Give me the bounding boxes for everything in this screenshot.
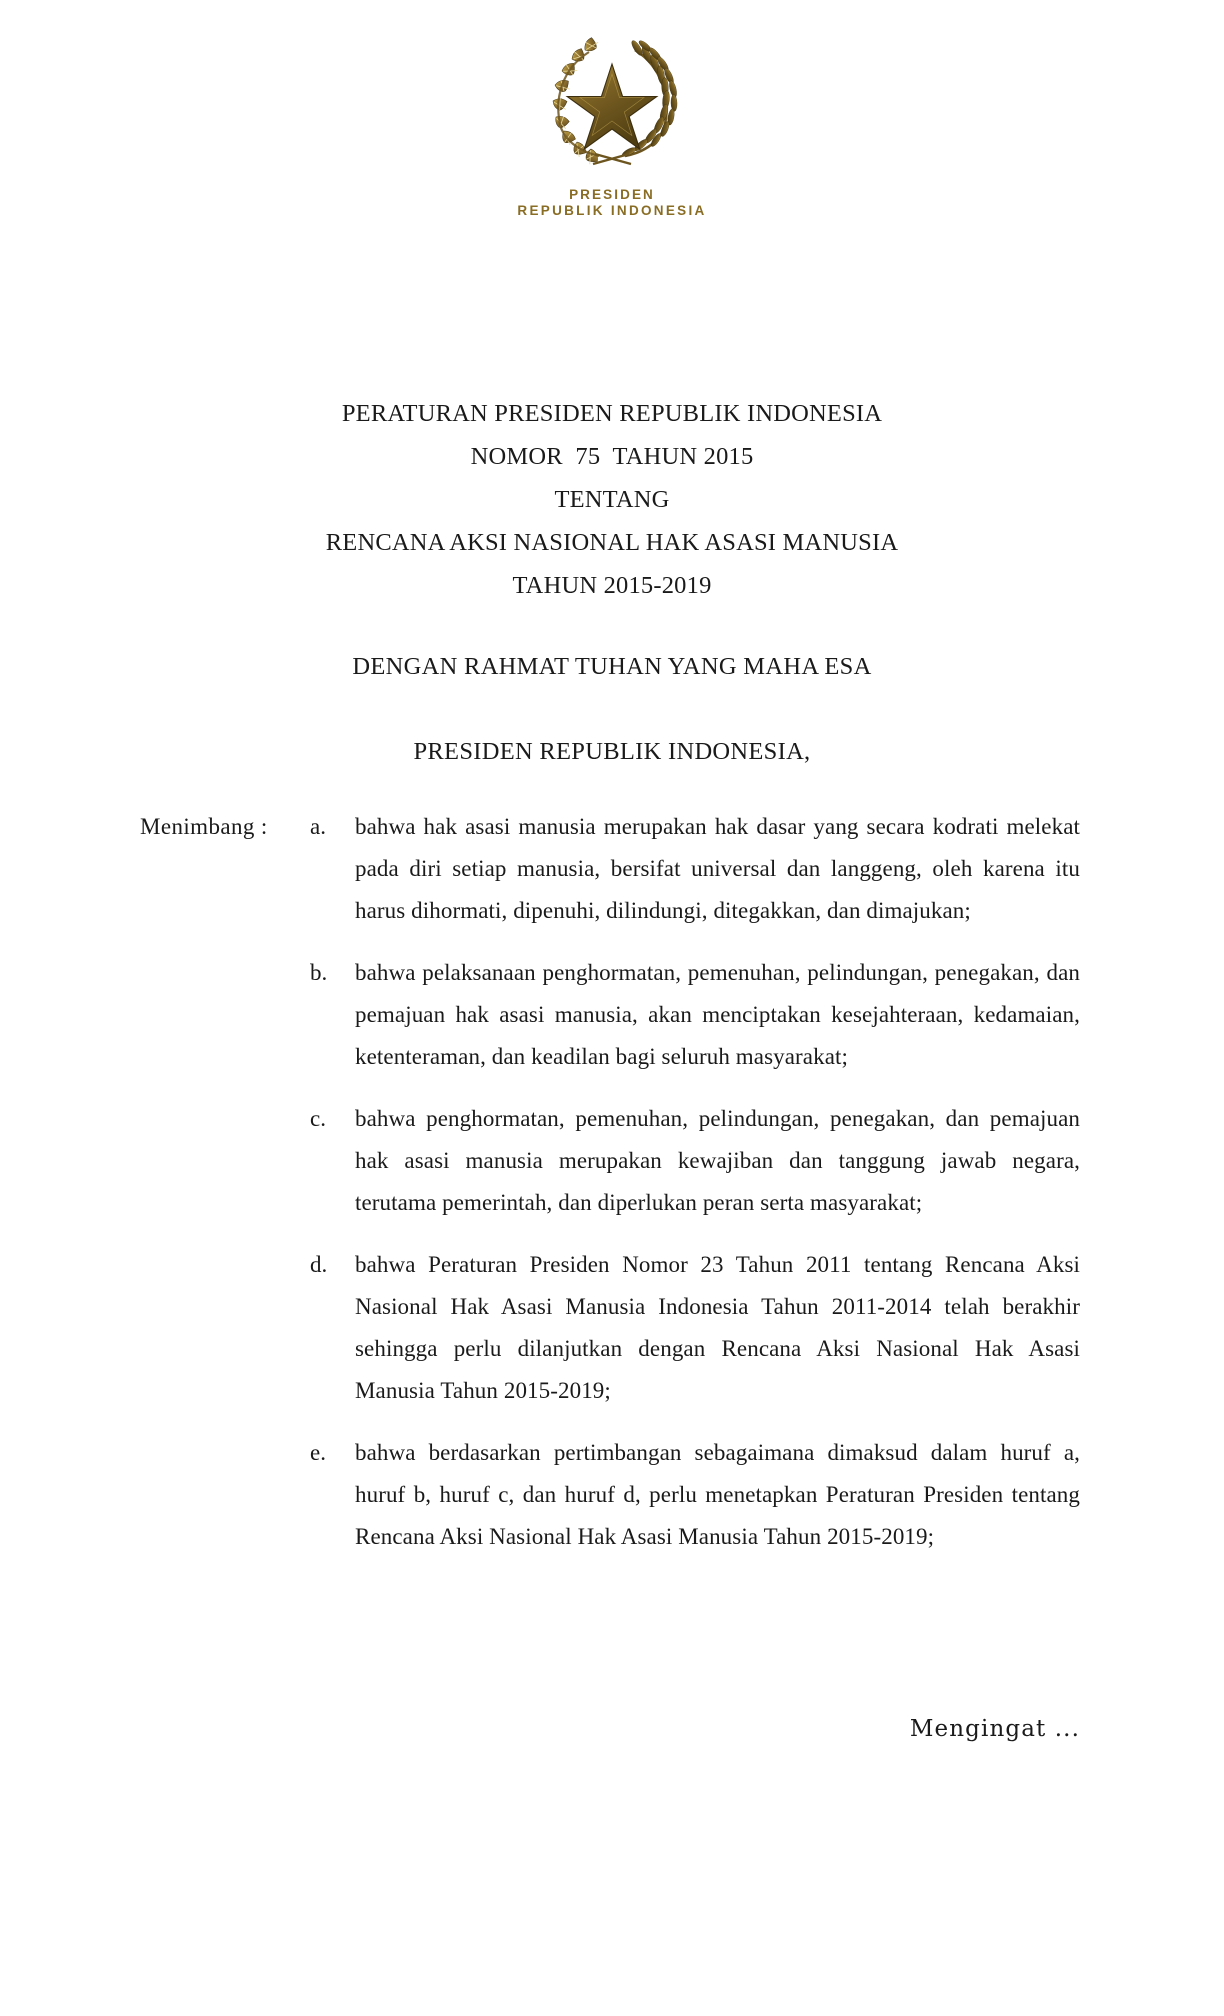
clause-text: bahwa hak asasi manusia merupakan hak dasar yang secara kodrati melekat pada diri setiap manusia, bersifat universal dan langgeng, oleh karena itu harus dihormati, dipenuhi, dilindungi, ditegakkan, dan dimajukan; (355, 814, 1080, 923)
clause-text: bahwa Peraturan Presiden Nomor 23 Tahun 2011 tentang Rencana Aksi Nasional Hak Asasi Manusia Indonesia Tahun 2011-2014 telah berakhir sehingga perlu dilanjutkan dengan Rencana Aksi Nasional Hak Asasi Manusia Tahun 2015-2019; (355, 1252, 1080, 1403)
title-line-1: PERATURAN PRESIDEN REPUBLIK INDONESIA (341, 400, 883, 427)
preamble-spacer (0, 688, 1224, 730)
clause-b (140, 952, 1080, 1078)
title-line-number: NOMOR 75 TAHUN 2015 (470, 443, 754, 470)
clause-a (140, 806, 1080, 932)
page-continuation-note: Mengingat ... (909, 1716, 1080, 1742)
emblem-caption (0, 187, 1224, 220)
clause-e (140, 1432, 1080, 1558)
clause-d (140, 1244, 1080, 1412)
preamble (0, 645, 1224, 773)
title-line-tentang: TENTANG (554, 486, 670, 513)
clause-marker: c. (310, 1106, 326, 1131)
considerations-label: Menimbang : (140, 814, 268, 839)
considerations-section (140, 806, 1080, 1558)
emblem-caption-line2: REPUBLIK INDONESIA (517, 203, 707, 219)
clause-text: bahwa pelaksanaan penghormatan, pemenuhan, pelindungan, penegakan, dan pemajuan hak asasi manusia, akan menciptakan kesejahteraan, kedamaian, ketenteraman, dan keadilan bagi seluruh masyarakat; (355, 960, 1080, 1069)
clause-c (140, 1098, 1080, 1224)
document-title (0, 392, 1224, 607)
title-line-subject: RENCANA AKSI NASIONAL HAK ASASI MANUSIA (325, 529, 899, 556)
authority-line: PRESIDEN REPUBLIK INDONESIA, (413, 738, 811, 765)
clause-marker: d. (310, 1252, 328, 1277)
presidential-seal-icon (527, 28, 697, 178)
title-line-period: TAHUN 2015-2019 (512, 572, 712, 599)
blessing-line: DENGAN RAHMAT TUHAN YANG MAHA ESA (352, 653, 872, 680)
clause-marker: a. (310, 814, 326, 839)
emblem-caption-line1: PRESIDEN (569, 187, 655, 202)
clause-text: bahwa penghormatan, pemenuhan, pelindungan, penegakan, dan pemajuan hak asasi manusia merupakan kewajiban dan tanggung jawab negara, terutama pemerintah, dan diperlukan peran serta masyarakat; (355, 1106, 1080, 1215)
clause-marker: b. (310, 960, 328, 985)
letterhead (0, 28, 1224, 220)
clause-text: bahwa berdasarkan pertimbangan sebagaimana dimaksud dalam huruf a, huruf b, huruf c, dan huruf d, perlu menetapkan Peraturan Presiden tentang Rencana Aksi Nasional Hak Asasi Manusia Tahun 2015-2019; (355, 1440, 1080, 1549)
clause-marker: e. (310, 1440, 326, 1465)
